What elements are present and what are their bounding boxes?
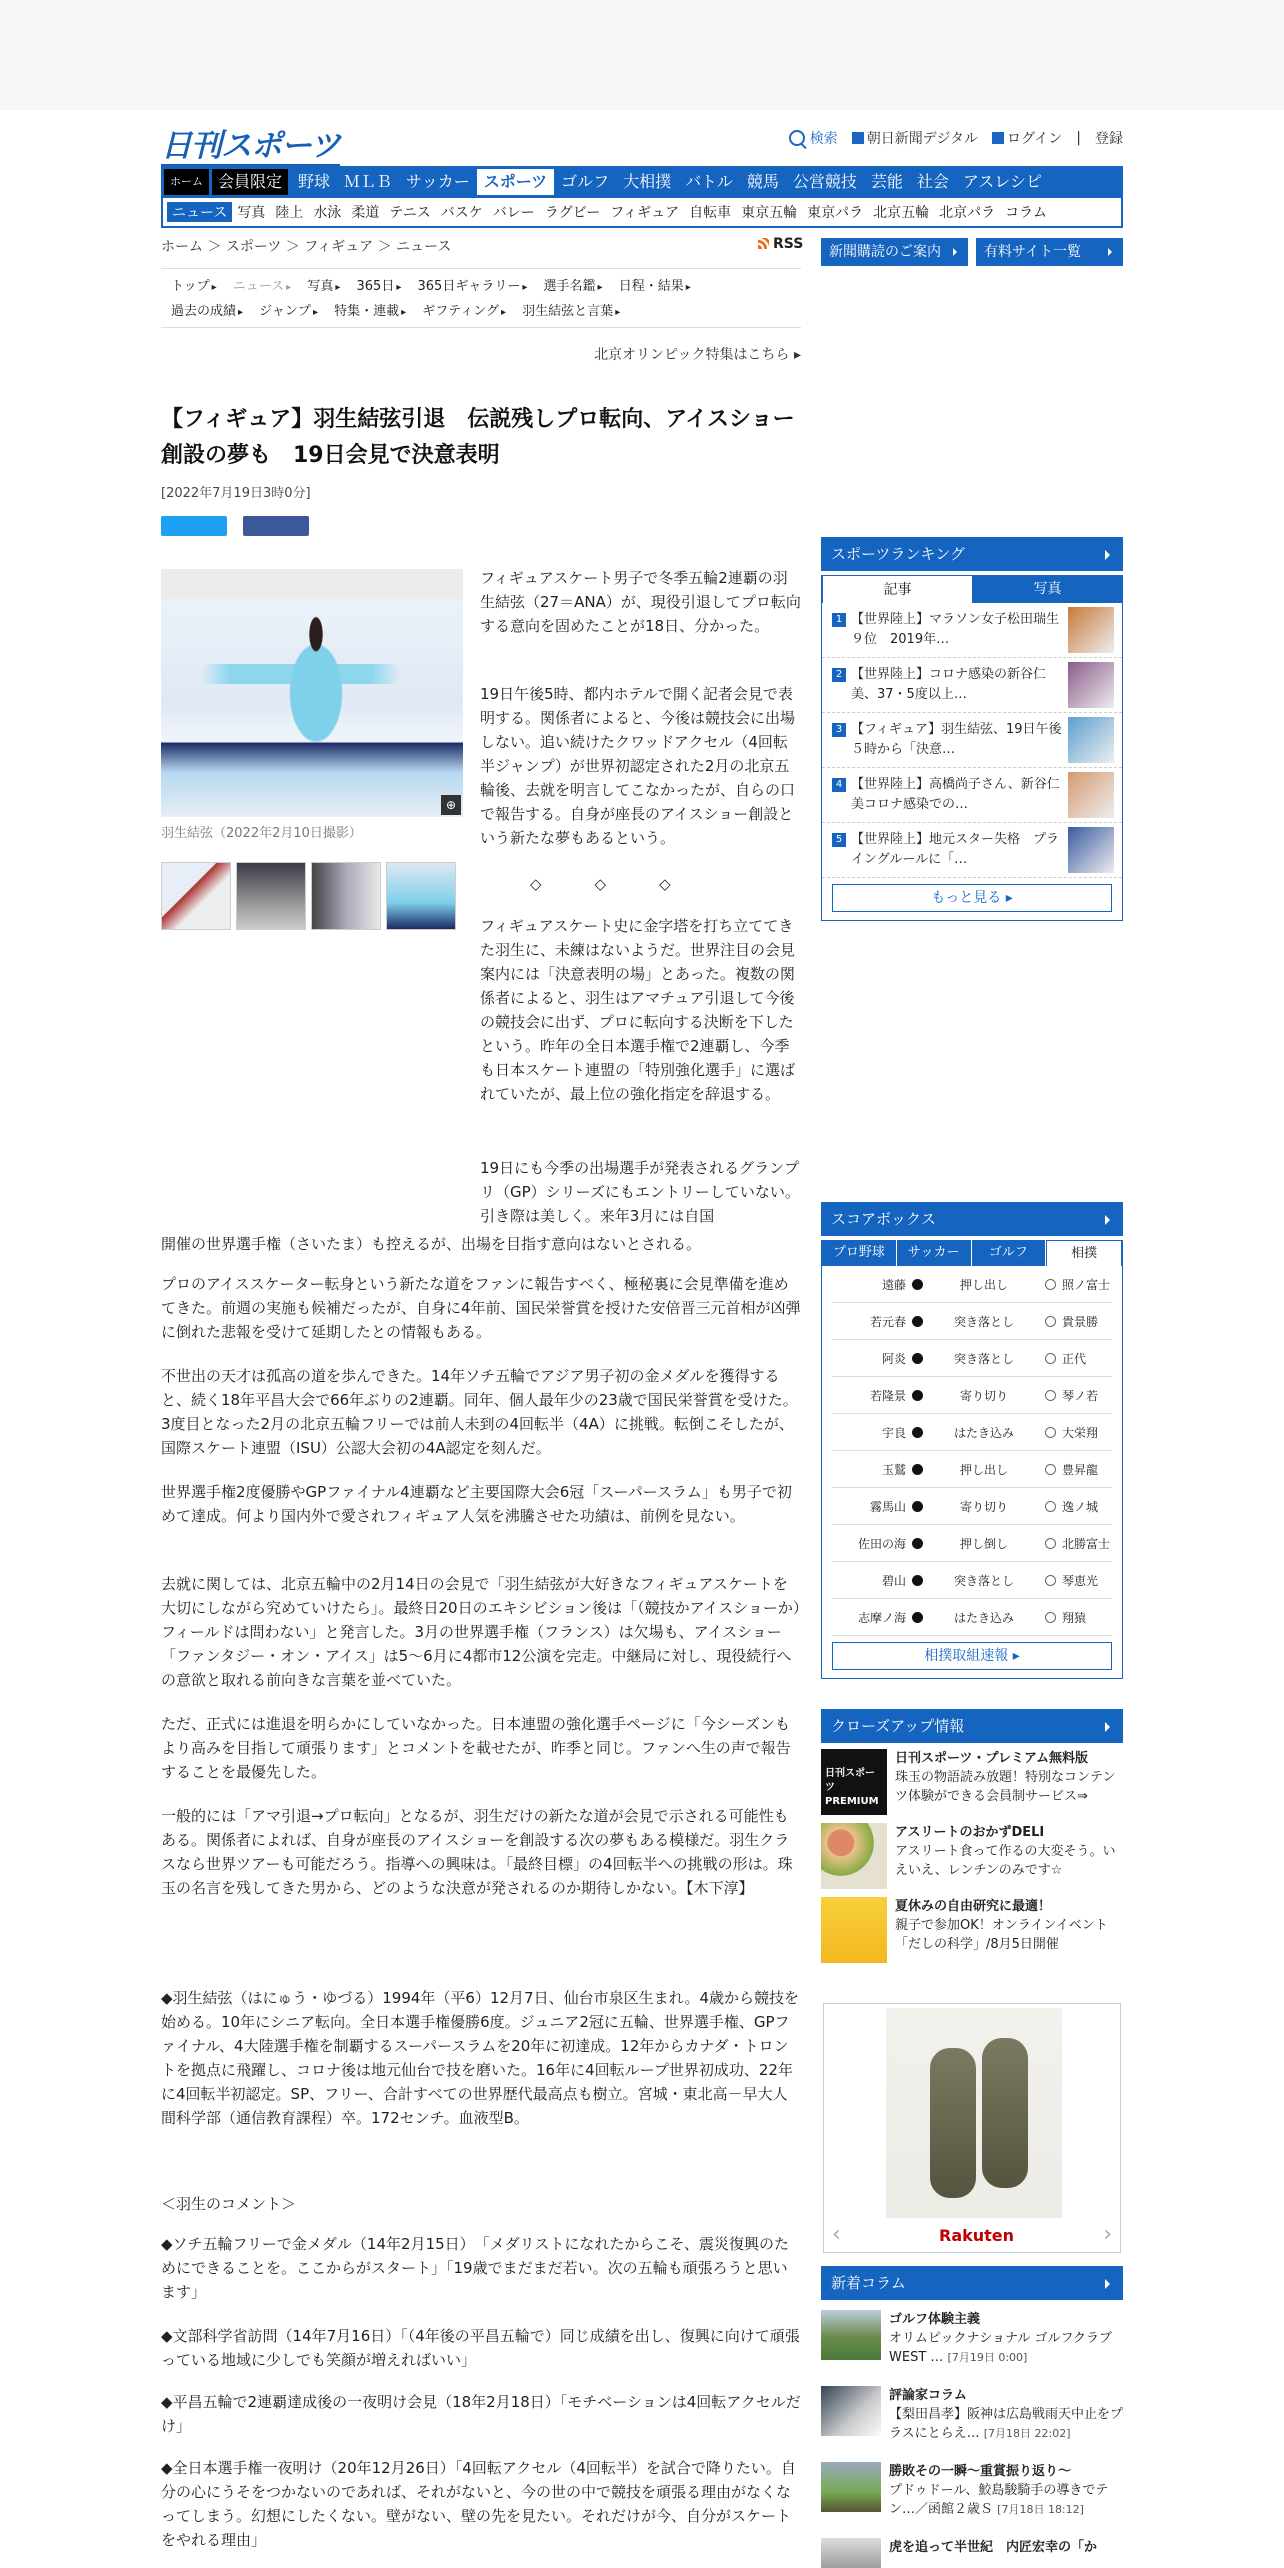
global-nav [161, 166, 1123, 198]
bout-kimarite: はたき込み [953, 1425, 1014, 1440]
bout-kimarite: 押し出し [959, 1462, 1008, 1477]
subnav-basket[interactable]: バスケ [440, 205, 483, 221]
tab-soccer[interactable]: サッカー [897, 1240, 972, 1266]
zoom-icon[interactable]: ⊕ [441, 795, 461, 815]
facebook-share-button[interactable] [243, 516, 309, 536]
article-date: [2022年7月19日3時0分] [161, 486, 311, 501]
gnav-asurecipe[interactable]: アスレシピ [962, 172, 1042, 191]
closeup-info [821, 1709, 1123, 1965]
sumo-bout-row [832, 1451, 1112, 1488]
search-link[interactable]: 検索 [789, 128, 838, 148]
olympic-link[interactable]: 北京オリンピック特集はこちら ▸ [594, 347, 801, 363]
breadcrumb[interactable]: ホーム ＞ スポーツ ＞ フィギュア ＞ ニュース [161, 239, 452, 255]
asahi-icon [852, 132, 864, 144]
ranking-thumb [1068, 607, 1114, 653]
article-paragraph: ただ、正式には進退を明らかにしていなかった。日本連盟の強化選手ページに「今シーズンもより高みを目指して頑張ります」とコメントを載せたが、昨季と同じ。ファンへ生の声で報告することを最優先した。 [161, 1715, 791, 1781]
twitter-share-button[interactable] [161, 516, 227, 536]
search-icon [789, 130, 805, 146]
win-mark-icon [912, 1427, 923, 1438]
bout-kimarite: 寄り切り [959, 1499, 1008, 1514]
ranking-item[interactable] [822, 658, 1122, 713]
subnav-column[interactable]: コラム [1005, 205, 1047, 221]
sumo-bout-row [832, 1303, 1112, 1340]
bout-loser: 照ノ富士 [1062, 1277, 1111, 1292]
win-mark-icon [912, 1612, 923, 1623]
win-mark-icon [912, 1353, 923, 1364]
ranking-thumb [1068, 662, 1114, 708]
column-thumb [821, 2386, 881, 2436]
deli-image [821, 1823, 887, 1889]
bout-winner: 志摩ノ海 [857, 1610, 906, 1625]
gnav-entertainment[interactable]: 芸能 [870, 172, 903, 191]
article-title: 【フィギュア】羽生結弦引退 伝説残しプロ転向、アイスショー創設の夢も 19日会見で決意表明 [161, 407, 795, 468]
comments-heading: ＜羽生のコメント＞ [161, 2195, 297, 2213]
bout-kimarite: 突き落とし [953, 1314, 1014, 1329]
subnav-judo[interactable]: 柔道 [351, 205, 380, 221]
bout-winner: 佐田の海 [857, 1536, 906, 1551]
sumo-bout-row [832, 1488, 1112, 1525]
secnav-news[interactable]: ニュース ▸ [233, 279, 291, 294]
win-mark-icon [912, 1316, 923, 1327]
article-paragraph: 19日にも今季の出場選手が発表されるグランプリ（GP）シリーズにもエントリーしていない。引き際は美しく。来年3月には自国 [480, 1159, 800, 1225]
bout-winner: 碧山 [881, 1573, 906, 1588]
sumo-bout-row [832, 1599, 1112, 1636]
sumo-bout-row [832, 1266, 1112, 1303]
login-link[interactable]: ログイン [992, 128, 1062, 148]
comment-paragraph: ◆ソチ五輪フリーで金メダル（14年2月15日） 「メダリストになれたからこそ、震災復興のためにできることを。ここからがスタート」「19歳でまだまだ若い。次の五輪も頑張ろうと思います」 [161, 2235, 790, 2301]
thumbnail[interactable] [161, 862, 231, 930]
secnav-features[interactable]: 特集・連載 ▸ [334, 304, 406, 319]
sumo-bout-row [832, 1562, 1112, 1599]
gnav-home[interactable]: ホーム [164, 169, 209, 195]
win-mark-icon [912, 1464, 923, 1475]
bout-winner: 宇良 [881, 1425, 906, 1440]
subnav-tokyo-olympics[interactable]: 東京五輪 [741, 205, 798, 221]
rakuten-logo: Rakuten [939, 2226, 1015, 2245]
secnav-players[interactable]: 選手名鑑 ▸ [544, 279, 603, 294]
rank-number: 1 [832, 613, 846, 627]
tab-photos[interactable]: 写真 [973, 575, 1122, 603]
rank-number: 5 [832, 833, 846, 847]
closeup-item[interactable]: アスリートのおかずDELI アスリート食って作るの大変そう。いえいえ、レンチンのみです☆ [821, 1823, 1123, 1891]
ranking-title[interactable]: スポーツランキング [821, 537, 1123, 571]
secnav-hanyu-words[interactable]: 羽生結弦と言葉 ▸ [522, 304, 620, 319]
loss-mark-icon [1045, 1464, 1056, 1475]
bout-winner: 霧馬山 [869, 1499, 906, 1514]
share-buttons [161, 516, 309, 536]
thumbnail[interactable] [386, 862, 456, 930]
loss-mark-icon [1045, 1279, 1056, 1290]
article-paragraph: フィギュアスケート男子で冬季五輪2連覇の羽生結弦（27＝ANA）が、現役引退してプロ転向する意向を固めたことが18日、分かった。 [480, 569, 801, 635]
gnav-keiba[interactable]: 競馬 [746, 172, 779, 191]
secnav-365[interactable]: 365日 ▸ [357, 279, 402, 294]
loss-mark-icon [1045, 1427, 1056, 1438]
gnav-golf[interactable]: ゴルフ [561, 172, 610, 191]
sumo-bout-row [832, 1414, 1112, 1451]
closeup-title: クローズアップ情報 [821, 1709, 1123, 1743]
loss-mark-icon [1045, 1612, 1056, 1623]
subnav-figure[interactable]: フィギュア [610, 205, 680, 221]
ranking-thumb [1068, 827, 1114, 873]
gnav-society[interactable]: 社会 [916, 172, 949, 191]
ranking-text: 【フィギュア】羽生結弦、19日午後５時から「決意… [851, 722, 1062, 757]
secnav-gifting[interactable]: ギフティング ▸ [422, 304, 506, 319]
bout-winner: 玉鷲 [881, 1462, 906, 1477]
subnav-cycling[interactable]: 自転車 [689, 205, 732, 221]
secnav-365-gallery[interactable]: 365日ギャラリー ▸ [418, 279, 528, 294]
article-paragraph: 19日午後5時、都内ホテルで開く記者会見で表明する。関係者によると、今後は競技会に出場しない。追い続けたクワッドアクセル（4回転半ジャンプ）が世界初認定された2月の北京五輪後、去就を明言してこなかったが、自らの口で報告する。自身が座長のアイスショー創設という新たな夢もあるという。 [480, 685, 796, 847]
column-item[interactable]: 虎を追って半世紀 内匠宏幸の「か [821, 2538, 1123, 2568]
sub-nav [161, 198, 1123, 228]
bout-winner: 若元春 [869, 1314, 906, 1329]
secnav-past-results[interactable]: 過去の成績 ▸ [171, 304, 243, 319]
subnav-beijing-para[interactable]: 北京パラ [939, 205, 996, 221]
register-sep: | [1076, 130, 1081, 146]
article-paragraph: 去就に関しては、北京五輪中の2月14日の会見で「羽生結弦が大好きなフィギュアスケートを大切にしながら究めていけたら」。最終日20日のエキシビション後は「（競技かアイスショーか）フィールドは問わない」と発言した。3月の世界選手権（フランス）は欠場も、アイスショー「ファンタジー・オン・アイス」は5～6月に4都市12公演を完走。中継局に対し、現役続行への意欲と取れる前向きな言葉を並べていた。 [161, 1575, 801, 1689]
column-item[interactable]: 評論家コラム 【梨田昌孝】阪神は広島戦雨天中止をプラスにとらえ… [7月18日 22:02] [821, 2386, 1123, 2452]
paid-sites-button[interactable]: 有料サイト一覧 [976, 238, 1123, 266]
next-arrow-icon[interactable]: › [1103, 2222, 1112, 2247]
gnav-soccer[interactable]: サッカー [406, 172, 470, 191]
closeup-item[interactable]: 夏休みの自由研究に最適！ 親子で参加OK！オンラインイベント「だしの科学」/8月5日開催 [821, 1897, 1123, 1965]
article-paragraph: 不世出の天才は孤高の道を歩んできた。14年ソチ五輪でアジア男子初の金メダルを獲得すると、続く18年平昌大会で66年ぶりの2連覇。同年、個人最年少の23歳で国民栄誉賞を受けた。3度目となった2月の北京五輪フリーでは前人未到の4回転半（4A）に挑戦。転倒こそしたが、国際スケート連盟（ISU）公認大会初の4A認定を刻んだ。 [161, 1367, 798, 1457]
comment-paragraph: ◆文部科学省訪問（14年7月16日）「（4年後の平昌五輪で）同じ成績を出し、復興に向けて頑張っている地域に少しでも笑顔が増えればいい」 [161, 2327, 800, 2369]
bout-kimarite: 突き落とし [953, 1351, 1014, 1366]
subnav-tokyo-para[interactable]: 東京パラ [807, 205, 864, 221]
article-paragraph: プロのアイススケーター転身という新たな道をファンに報告すべく、極秘裏に会見準備を進めてきた。前週の実施も候補だったが、自身に4年前、国民栄誉賞を授けた安倍晋三元首相が凶弾に倒れた悲報を受けて延期したとの情報もある。 [161, 1275, 801, 1341]
article-paragraph: 世界選手権2度優勝やGPファイナル4連覇など主要国際大会6冠「スーパースラム」も男子で初めて達成。何より国内外で愛されフィギュア人気を沸騰させた功績は、前例を見ない。 [161, 1483, 792, 1525]
bout-loser: 大栄翔 [1062, 1425, 1099, 1440]
scorebox [821, 1202, 1123, 1679]
closeup-item[interactable]: 日刊スポーツ PREMIUM 日刊スポーツ・プレミアム無料版 珠玉の物語読み放題！特別なコンテンツ体験ができる会員制サービス⇒ [821, 1749, 1123, 1817]
gnav-mlb[interactable]: ＭＬＢ [344, 172, 393, 191]
article-paragraph: 開催の世界選手権（さいたま）も控えるが、出場を目指す意向はないとされる。 [161, 1235, 702, 1253]
gnav-members[interactable]: 会員限定 [212, 169, 288, 195]
bout-kimarite: 突き落とし [953, 1573, 1014, 1588]
subnav-news[interactable]: ニュース [167, 202, 232, 222]
bout-loser: 豊昇龍 [1062, 1462, 1099, 1477]
gnav-sports[interactable]: スポーツ [477, 169, 554, 195]
bout-kimarite: 押し倒し [959, 1536, 1008, 1551]
ranking-item[interactable] [822, 713, 1122, 768]
newcolumn-title[interactable]: 新着コラム [821, 2266, 1123, 2300]
secnav-jump[interactable]: ジャンプ ▸ [259, 304, 318, 319]
column-item[interactable]: 勝敗その一瞬～重賞振り返り～ プドゥドール、鮫島駿騎手の導きでテン…／函館２歳Ｓ [7月18日 18:12] [821, 2462, 1123, 2528]
shoe-image [886, 2008, 1062, 2218]
subnav-photo[interactable]: 写真 [237, 205, 266, 221]
bout-kimarite: はたき込み [953, 1610, 1014, 1625]
article-photo[interactable] [161, 569, 463, 817]
bout-kimarite: 押し出し [959, 1277, 1008, 1292]
comment-paragraph: ◆全日本選手権一夜明け（20年12月26日）「4回転アクセル（4回転半）を試合で降りたい。自分の心にうそをつかないのであれば、それがないと、今の世の中で競技を頑張る理由がなくなってしまう。幻想にしたくない。壁がない、壁の先を見たい。それだけが今、自分がスケートをやれる理由」 [161, 2459, 796, 2549]
sumo-bout-row [832, 1340, 1112, 1377]
article-paragraph: 一般的には「アマ引退→プロ転向」となるが、羽生だけの新たな道が会見で示される可能性もある。関係者によれば、自身が座長のアイスショーを創設する次の夢もある模様だ。羽生クラスなら世界ツアーも可能だろう。指導への興味は。「最終目標」の4回転半への挑戦の形は。珠玉の名言を残してきた男から、どのような決意が発されるのか期待しかない。【木下淳】 [161, 1807, 793, 1897]
bout-winner: 阿炎 [881, 1351, 906, 1366]
rank-number: 3 [832, 723, 846, 737]
tab-golf[interactable]: ゴルフ [972, 1240, 1047, 1266]
secnav-top[interactable]: トップ ▸ [171, 279, 217, 294]
scorebox-title: スコアボックス [821, 1202, 1123, 1236]
asahi-link[interactable]: 朝日新聞デジタル [852, 128, 978, 148]
gnav-baseball[interactable]: 野球 [298, 172, 331, 191]
subnav-beijing-olympics[interactable]: 北京五輪 [873, 205, 930, 221]
column-thumb [821, 2538, 881, 2568]
research-image [821, 1897, 887, 1963]
site-logo[interactable]: 日刊スポーツ [161, 120, 340, 165]
premium-logo: 日刊スポーツ PREMIUM [821, 1749, 887, 1815]
gnav-public-race[interactable]: 公営競技 [792, 172, 857, 191]
loss-mark-icon [1045, 1316, 1056, 1327]
tab-sumo[interactable]: 相撲 [1046, 1240, 1122, 1266]
ranking-text: 【世界陸上】コロナ感染の新谷仁美、37・5度以上… [851, 667, 1047, 702]
secnav-schedule[interactable]: 日程・結果 ▸ [619, 279, 691, 294]
sumo-bout-row [832, 1377, 1112, 1414]
bout-kimarite: 寄り切り [959, 1388, 1008, 1403]
thumbnail[interactable] [311, 862, 381, 930]
loss-mark-icon [1045, 1538, 1056, 1549]
rss-link[interactable]: RSS [758, 236, 803, 252]
bout-loser: 琴恵光 [1062, 1573, 1099, 1588]
register-link[interactable]: 登録 [1095, 131, 1123, 147]
win-mark-icon [912, 1575, 923, 1586]
secnav-photo[interactable]: 写真 ▸ [307, 279, 340, 294]
subnav-tennis[interactable]: テニス [389, 205, 431, 221]
photo-caption: 羽生結弦（2022年2月10日撮影） [161, 826, 362, 841]
sumo-bout-row [832, 1525, 1112, 1562]
login-icon [992, 132, 1004, 144]
bout-loser: 正代 [1062, 1351, 1087, 1366]
rank-number: 4 [832, 778, 846, 792]
bout-loser: 逸ノ城 [1062, 1499, 1099, 1514]
comment-paragraph: ◆平昌五輪で2連覇達成後の一夜明け会見（18年2月18日）「モチベーションは4回転アクセルだけ」 [161, 2393, 801, 2435]
bout-loser: 貴景勝 [1062, 1314, 1099, 1329]
profile-paragraph: ◆羽生結弦（はにゅう・ゆづる）1994年（平6）12月7日、仙台市泉区生まれ。4歳から競技を始める。10年にシニア転向。全日本選手権優勝6度。ジュニア2冠に五輪、世界選手権、GPファイナル、4大陸選手権を制覇するスーパースラムを20年に初達成。12年からカナダ・トロントを拠点に飛躍し、コロナ後は地元仙台で技を磨いた。16年に4回転ループ世界初成功、22年に4回転半初認定。SP、フリー、合計すべての世界歴代最高点も樹立。宮城・東北高－早大人間科学部（通信教育課程）卒。172センチ。血液型B。 [161, 1989, 800, 2127]
bout-loser: 琴ノ若 [1062, 1388, 1099, 1403]
site-header [161, 120, 1123, 164]
loss-mark-icon [1045, 1575, 1056, 1586]
sumo-live-button[interactable]: 相撲取組速報 ▸ [832, 1642, 1112, 1670]
win-mark-icon [912, 1390, 923, 1401]
column-item[interactable]: ゴルフ体験主義 オリムピックナショナル ゴルフクラブ WEST … [7月19日 0:00] [821, 2310, 1123, 2376]
win-mark-icon [912, 1538, 923, 1549]
rank-number: 2 [832, 668, 846, 682]
new-columns [821, 2266, 1123, 2568]
section-nav [161, 268, 801, 328]
ranking-text: 【世界陸上】マラソン女子松田瑞生９位 2019年… [851, 612, 1060, 647]
tab-articles[interactable]: 記事 [822, 575, 973, 603]
win-mark-icon [912, 1501, 923, 1512]
photo-thumbnails [161, 862, 456, 930]
loss-mark-icon [1045, 1390, 1056, 1401]
sports-ranking [821, 537, 1123, 921]
top-ad-banner [0, 0, 1284, 110]
loss-mark-icon [1045, 1501, 1056, 1512]
ranking-item[interactable] [822, 603, 1122, 658]
gnav-battle[interactable]: バトル [685, 172, 733, 191]
ranking-thumb [1068, 717, 1114, 763]
article-paragraph: フィギュアスケート史に金字塔を打ち立ててきた羽生に、未練はないようだ。世界注目の会見案内には「決意表明の場」とあった。複数の関係者によると、羽生はアマチュア引退して今後の競技会に出ず、プロに転向する決断を下したという。昨年の全日本選手権で2連覇し、今季も日本スケート連盟の「特別強化選手」に選ばれていたが、最上位の強化指定を辞退する。 [480, 917, 796, 1103]
rakuten-ad[interactable] [823, 2003, 1121, 2253]
subscribe-button[interactable]: 新聞購読のご案内 [821, 238, 968, 266]
ranking-thumb [1068, 772, 1114, 818]
right-buttons [821, 238, 1123, 266]
bout-winner: 遠藤 [881, 1277, 906, 1292]
subnav-athletics[interactable]: 陸上 [275, 205, 304, 221]
ranking-text: 【世界陸上】高橋尚子さん、新谷仁美コロナ感染での… [851, 777, 1060, 812]
bout-winner: 若隆景 [869, 1388, 906, 1403]
ranking-text: 【世界陸上】地元スター失格 プライングルールに「… [851, 832, 1060, 867]
gnav-sumo[interactable]: 大相撲 [623, 172, 672, 191]
ranking-item[interactable] [822, 823, 1122, 878]
subnav-volley[interactable]: バレー [492, 205, 535, 221]
bout-loser: 北勝富士 [1062, 1536, 1111, 1551]
bout-loser: 翔猿 [1062, 1610, 1087, 1625]
column-thumb [821, 2310, 881, 2360]
loss-mark-icon [1045, 1353, 1056, 1364]
win-mark-icon [912, 1279, 923, 1290]
ranking-more-button[interactable]: もっと見る ▸ [832, 884, 1112, 912]
thumbnail[interactable] [236, 862, 306, 930]
tab-baseball[interactable]: プロ野球 [822, 1240, 897, 1266]
subnav-swim[interactable]: 水泳 [313, 205, 342, 221]
article-separator: ◇ ◇ ◇ [530, 875, 673, 893]
ranking-item[interactable] [822, 768, 1122, 823]
prev-arrow-icon[interactable]: ‹ [832, 2222, 841, 2247]
subnav-rugby[interactable]: ラグビー [544, 205, 601, 221]
column-thumb [821, 2462, 881, 2512]
